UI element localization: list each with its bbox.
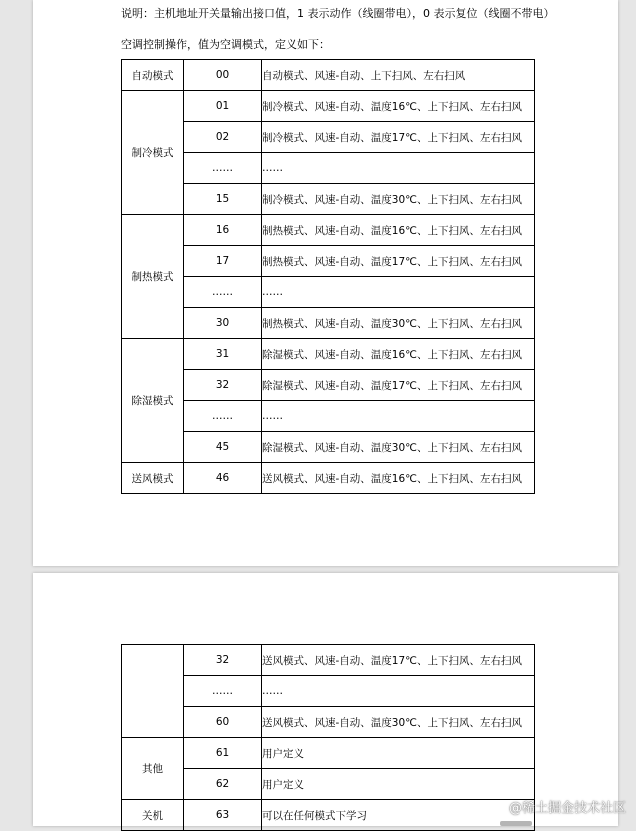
description-cell: 制热模式、风速-自动、温度16℃、上下扫风、左右扫风 bbox=[262, 215, 535, 246]
code-cell: 61 bbox=[184, 738, 262, 769]
table-row bbox=[122, 246, 535, 277]
code-cell: 15 bbox=[184, 184, 262, 215]
mode-table bbox=[121, 59, 535, 494]
code-cell: 31 bbox=[184, 339, 262, 370]
code-cell: 62 bbox=[184, 769, 262, 800]
table-row bbox=[122, 339, 535, 370]
mode-cell: 除湿模式 bbox=[122, 339, 184, 463]
description-cell: 制冷模式、风速-自动、温度30℃、上下扫风、左右扫风 bbox=[262, 184, 535, 215]
code-cell: …… bbox=[184, 153, 262, 184]
description-cell: 可以在任何模式下学习 bbox=[262, 800, 535, 831]
code-cell: …… bbox=[184, 676, 262, 707]
table-row bbox=[122, 463, 535, 494]
mode-cell: 制热模式 bbox=[122, 215, 184, 339]
description-cell: 制冷模式、风速-自动、温度17℃、上下扫风、左右扫风 bbox=[262, 122, 535, 153]
code-cell: 17 bbox=[184, 246, 262, 277]
watermark: @稀土掘金技术社区 bbox=[508, 801, 626, 816]
mode-table-continued bbox=[121, 644, 535, 831]
table-row bbox=[122, 676, 535, 707]
table-row bbox=[122, 184, 535, 215]
description-cell: 送风模式、风速-自动、温度16℃、上下扫风、左右扫风 bbox=[262, 463, 535, 494]
table-row bbox=[122, 308, 535, 339]
description-cell: …… bbox=[262, 401, 535, 432]
intro-line: 说明：主机地址开关量输出接口值，1 表示动作（线圈带电），0 表示复位（线圈不带电） bbox=[121, 7, 555, 20]
code-cell: 63 bbox=[184, 800, 262, 831]
description-cell: 送风模式、风速-自动、温度17℃、上下扫风、左右扫风 bbox=[262, 645, 535, 676]
table-row bbox=[122, 277, 535, 308]
description-cell: 制冷模式、风速-自动、温度16℃、上下扫风、左右扫风 bbox=[262, 91, 535, 122]
description-cell: …… bbox=[262, 277, 535, 308]
mode-cell: 制冷模式 bbox=[122, 91, 184, 215]
description-cell: 除湿模式、风速-自动、温度17℃、上下扫风、左右扫风 bbox=[262, 370, 535, 401]
table-row bbox=[122, 645, 535, 676]
table-row bbox=[122, 707, 535, 738]
table-row bbox=[122, 122, 535, 153]
mode-cell: 其他 bbox=[122, 738, 184, 800]
code-cell: 45 bbox=[184, 432, 262, 463]
code-cell: 60 bbox=[184, 707, 262, 738]
code-cell: …… bbox=[184, 277, 262, 308]
table-row bbox=[122, 91, 535, 122]
code-cell: 16 bbox=[184, 215, 262, 246]
mode-cell: 自动模式 bbox=[122, 60, 184, 91]
code-cell: 00 bbox=[184, 60, 262, 91]
description-cell: 用户定义 bbox=[262, 738, 535, 769]
description-cell: 制热模式、风速-自动、温度17℃、上下扫风、左右扫风 bbox=[262, 246, 535, 277]
table-row bbox=[122, 769, 535, 800]
horizontal-scrollbar[interactable] bbox=[500, 821, 532, 826]
description-cell: …… bbox=[262, 676, 535, 707]
description-cell: 制热模式、风速-自动、温度30℃、上下扫风、左右扫风 bbox=[262, 308, 535, 339]
code-cell: 32 bbox=[184, 645, 262, 676]
mode-cell bbox=[122, 645, 184, 738]
section-title: 空调控制操作，值为空调模式，定义如下： bbox=[121, 38, 330, 51]
description-cell: 除湿模式、风速-自动、温度30℃、上下扫风、左右扫风 bbox=[262, 432, 535, 463]
table-row bbox=[122, 370, 535, 401]
document-page-2 bbox=[33, 573, 618, 826]
table-row bbox=[122, 60, 535, 91]
description-cell: 除湿模式、风速-自动、温度16℃、上下扫风、左右扫风 bbox=[262, 339, 535, 370]
description-cell: 送风模式、风速-自动、温度30℃、上下扫风、左右扫风 bbox=[262, 707, 535, 738]
code-cell: …… bbox=[184, 401, 262, 432]
description-cell: 自动模式、风速-自动、上下扫风、左右扫风 bbox=[262, 60, 535, 91]
table-row bbox=[122, 401, 535, 432]
code-cell: 32 bbox=[184, 370, 262, 401]
code-cell: 30 bbox=[184, 308, 262, 339]
description-cell: …… bbox=[262, 153, 535, 184]
description-cell: 用户定义 bbox=[262, 769, 535, 800]
table-row bbox=[122, 738, 535, 769]
mode-cell: 送风模式 bbox=[122, 463, 184, 494]
code-cell: 01 bbox=[184, 91, 262, 122]
mode-cell: 关机 bbox=[122, 800, 184, 831]
table-row bbox=[122, 432, 535, 463]
table-row bbox=[122, 153, 535, 184]
code-cell: 02 bbox=[184, 122, 262, 153]
table-row bbox=[122, 215, 535, 246]
document-page-1 bbox=[33, 0, 618, 566]
code-cell: 46 bbox=[184, 463, 262, 494]
